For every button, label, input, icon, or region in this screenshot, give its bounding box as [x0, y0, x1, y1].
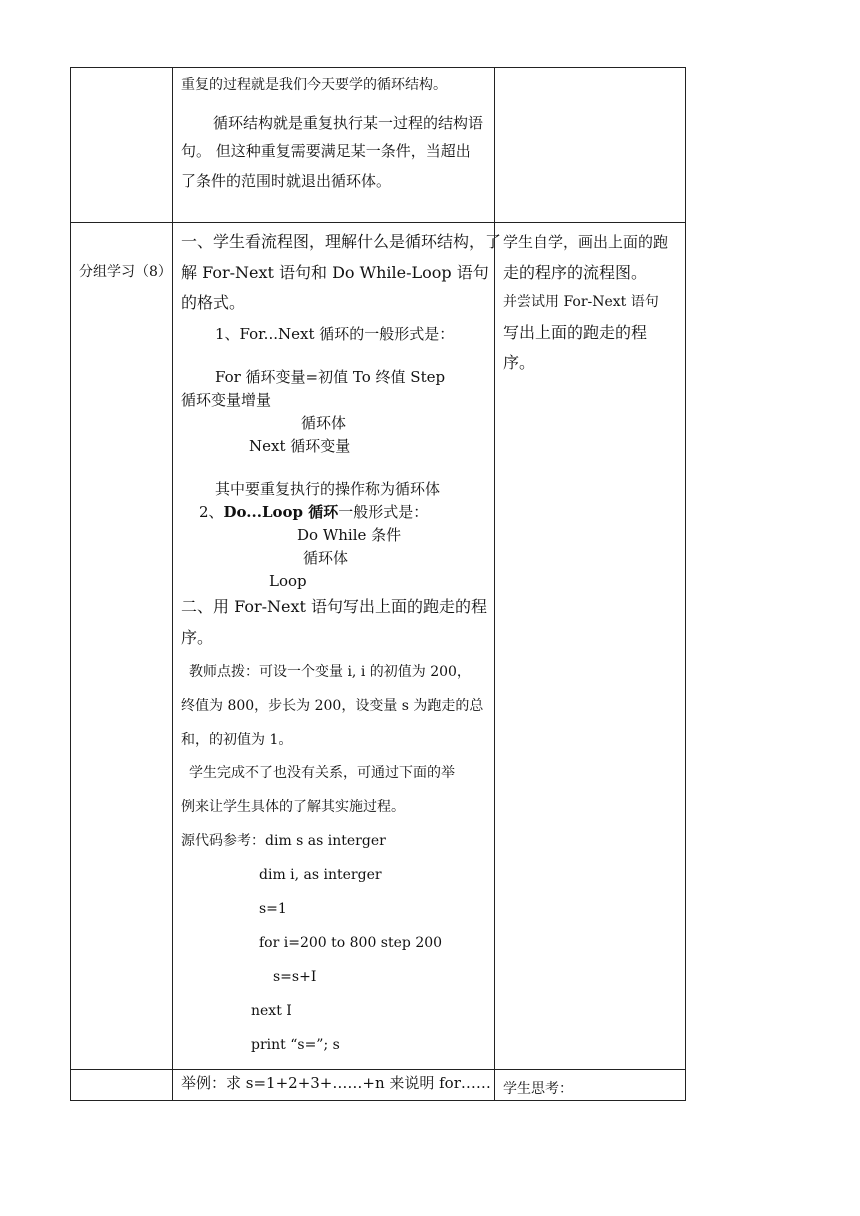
row2-label-cell — [70, 222, 173, 1070]
code-label: 源代码参考：dim s as interger — [181, 833, 386, 849]
row1-line-1: 重复的过程就是我们今天要学的循环结构。 — [181, 77, 447, 93]
row3-student: 学生思考： — [503, 1081, 573, 1097]
code-line-5: next I — [251, 1003, 292, 1019]
row1-line-3: 句。 但这种重复需要满足某一条件，当超出 — [181, 142, 471, 160]
row1-line-2: 循环结构就是重复执行某一过程的结构语 — [213, 114, 484, 132]
code-line-1: dim i, as interger — [259, 867, 382, 883]
row2-student-2: 走的程序的流程图。 — [503, 263, 648, 282]
code-line-3: for i=200 to 800 step 200 — [259, 935, 443, 951]
intro-line-1: 一、学生看流程图，理解什么是循环结构，了 — [181, 232, 502, 251]
for-syntax-4: Next 循环变量 — [249, 437, 351, 455]
row2-student-cell — [494, 222, 686, 1070]
row2-student-5: 序。 — [503, 353, 536, 372]
teacher-hint-2: 终值为 800，步长为 200，设变量 s 为跑走的总 — [181, 698, 484, 714]
row3-content-cell — [172, 1069, 495, 1101]
row3-content: 举例：求 s=1+2+3+……+n 来说明 for…… — [181, 1074, 491, 1092]
row1-student-cell — [494, 67, 686, 223]
do-title-rest: 一般形式是： — [338, 503, 429, 521]
do-title — [199, 505, 428, 520]
row2-student-3: 并尝试用 For-Next 语句 — [503, 294, 659, 310]
code-line-4: s=s+I — [273, 969, 317, 985]
loop-body-note: 其中要重复执行的操作称为循环体 — [215, 480, 441, 498]
for-syntax-3: 循环体 — [301, 414, 347, 432]
for-syntax-2: 循环变量增量 — [181, 391, 272, 409]
do-syntax-2: 循环体 — [303, 549, 349, 567]
teacher-hint-3: 和，的初值为 1。 — [181, 732, 293, 748]
intro-line-3: 的格式。 — [181, 293, 246, 312]
do-title-num: 2、 — [199, 503, 224, 521]
row3-student-cell — [494, 1069, 686, 1101]
row2-content-cell — [172, 222, 502, 1070]
teacher-hint-1: 教师点拨：可设一个变量 i, i 的初值为 200， — [189, 664, 471, 680]
code-line-6: print “s=”; s — [251, 1037, 340, 1053]
student-note-1: 学生完成不了也没有关系，可通过下面的举 — [189, 765, 455, 781]
row3-label-cell — [70, 1069, 173, 1101]
do-title-bold: Do...Loop 循环 — [223, 503, 339, 521]
row2-student-1: 学生自学，画出上面的跑 — [503, 233, 669, 251]
intro-line-2: 解 For-Next 语句和 Do While-Loop 语句 — [181, 263, 489, 282]
lesson-table — [70, 67, 686, 1101]
for-syntax-1: For 循环变量=初值 To 终值 Step — [215, 368, 446, 386]
row1-line-4: 了条件的范围时就退出循环体。 — [181, 172, 392, 190]
row2-student-4: 写出上面的跑走的程 — [503, 323, 648, 342]
task-line-2: 序。 — [181, 628, 214, 647]
student-note-2: 例来让学生具体的了解其实施过程。 — [181, 799, 405, 815]
for-title: 1、For...Next 循环的一般形式是： — [215, 325, 455, 343]
do-syntax-1: Do While 条件 — [297, 526, 402, 544]
task-line-1: 二、用 For-Next 语句写出上面的跑走的程 — [181, 597, 488, 616]
row2-label: 分组学习（8） — [79, 264, 172, 280]
row1-label-cell — [70, 67, 173, 223]
do-syntax-3: Loop — [269, 572, 307, 590]
row1-content-cell — [172, 67, 495, 223]
code-line-2: s=1 — [259, 901, 287, 917]
